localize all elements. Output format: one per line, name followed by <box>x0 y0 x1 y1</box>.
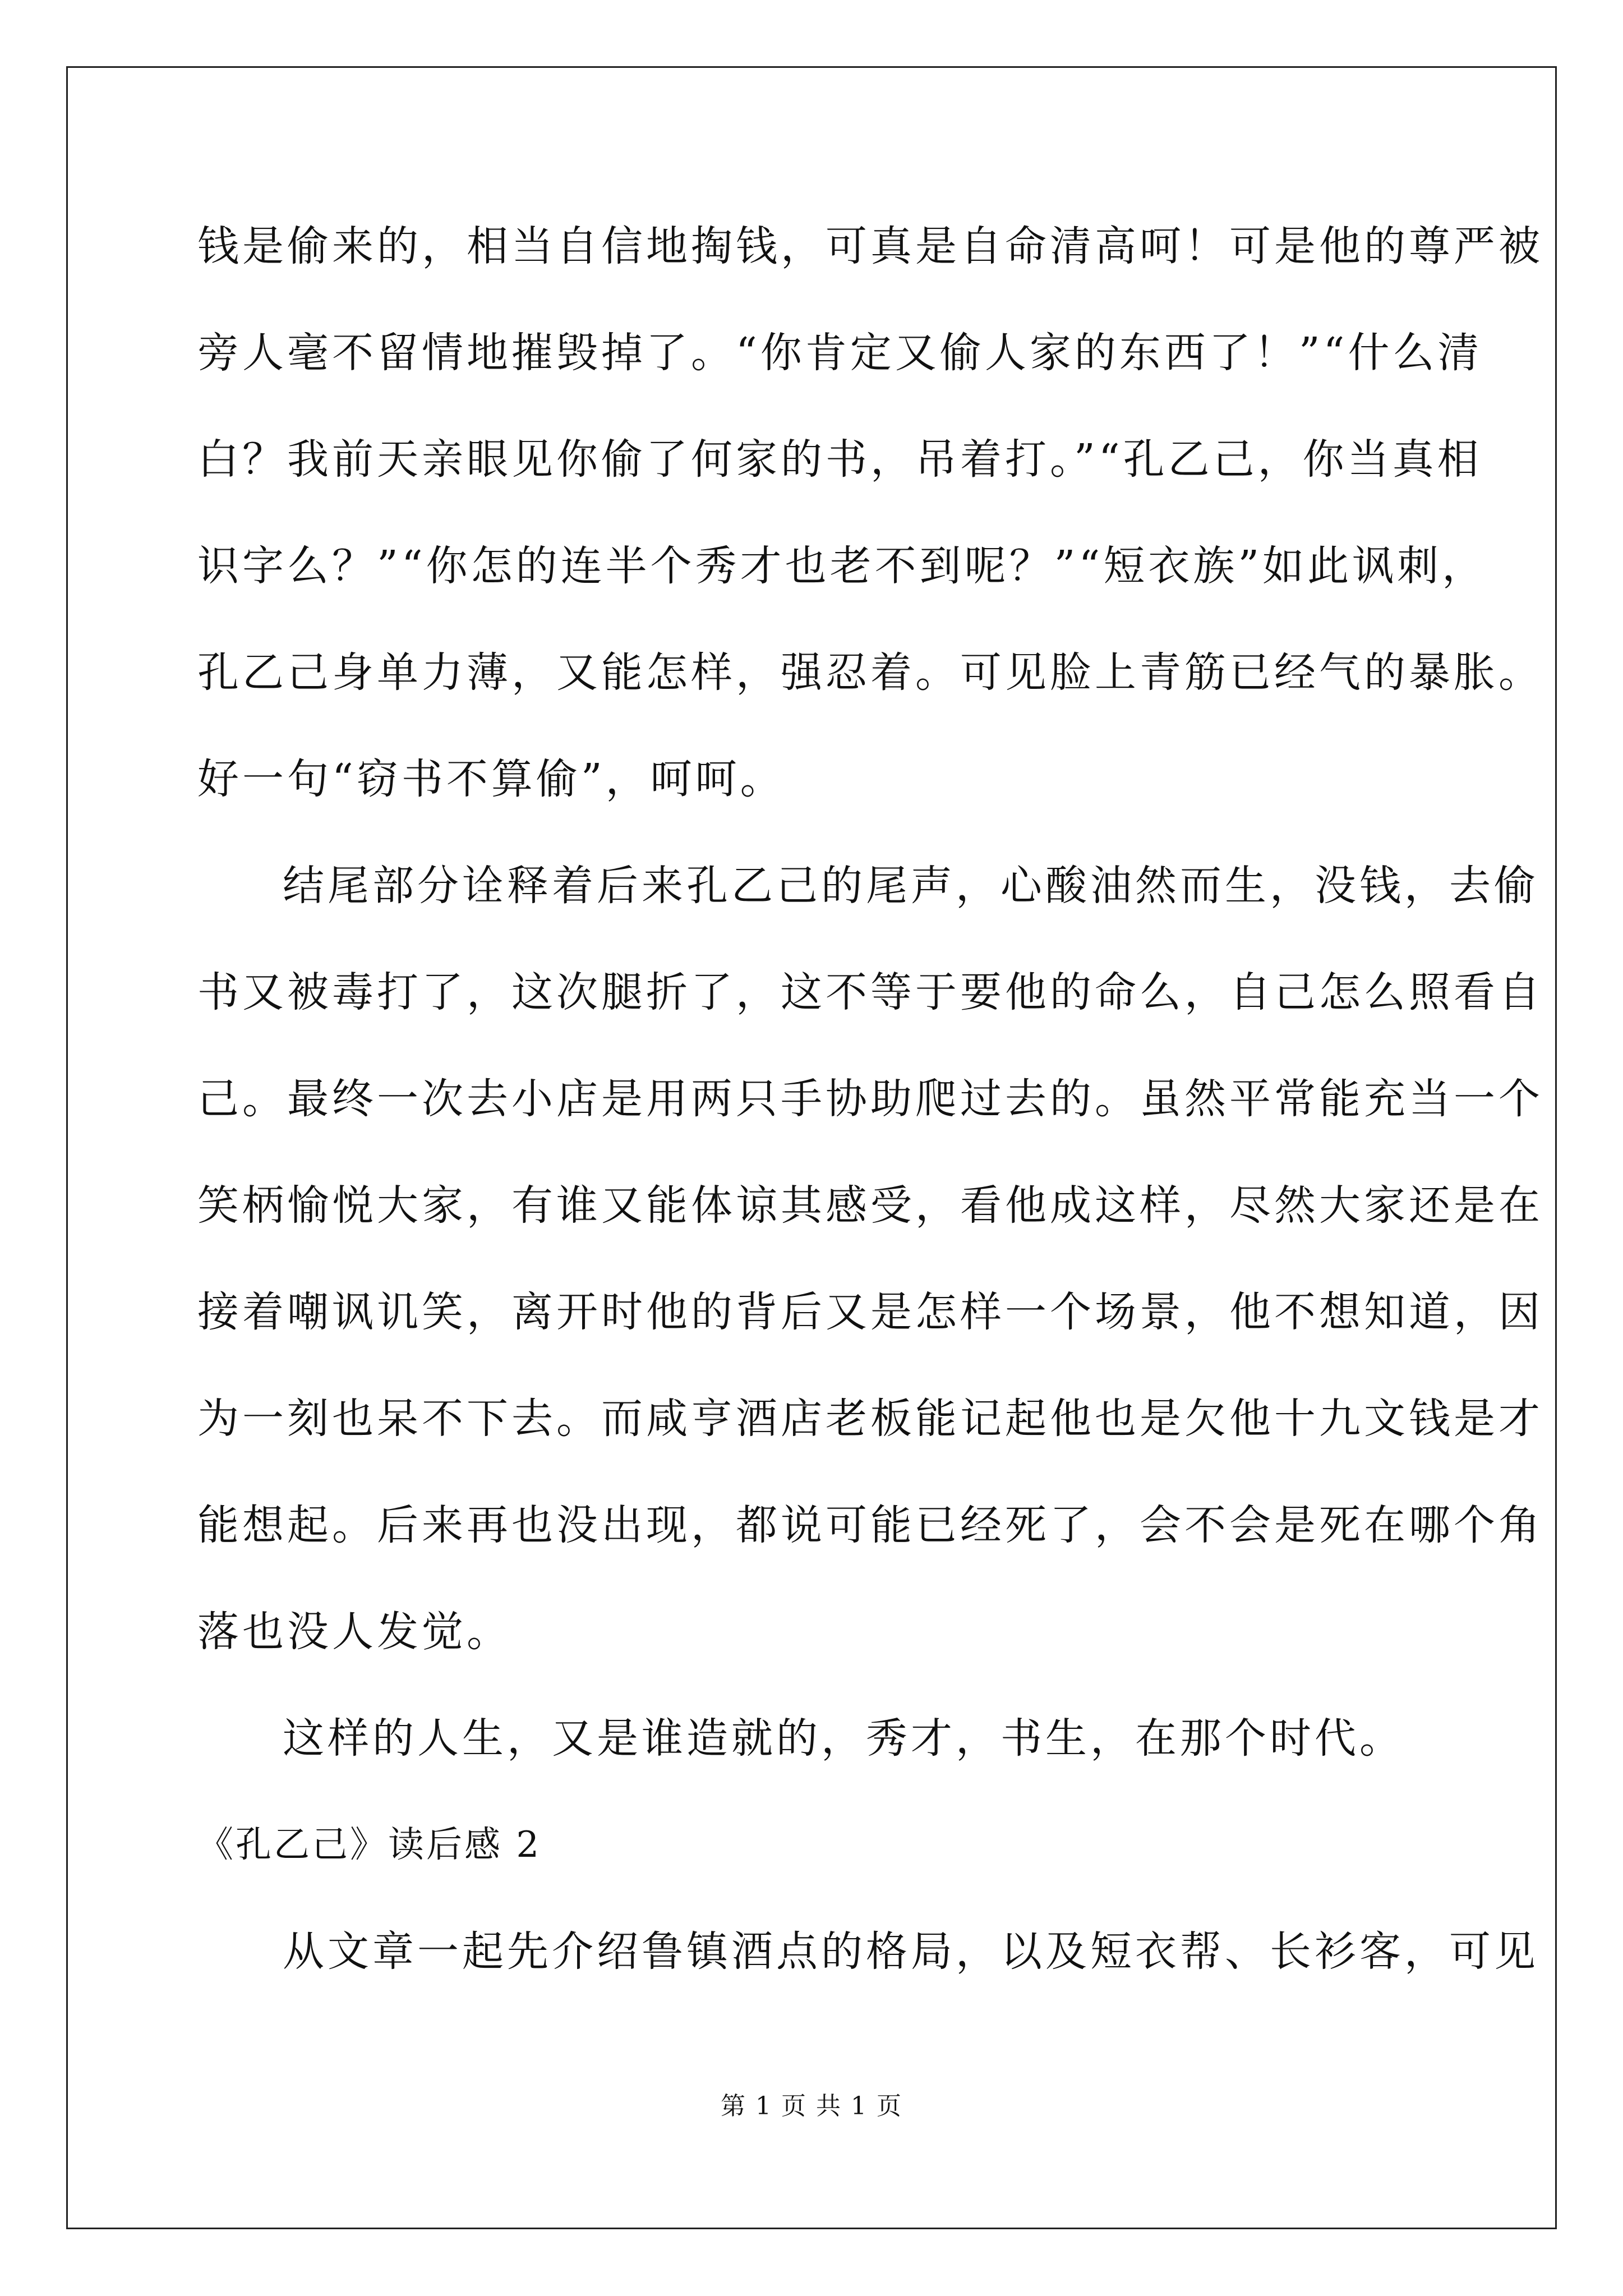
text-line: 白？我前天亲眼见你偷了何家的书，吊着打。”“孔乙己，你当真相 <box>197 435 1482 484</box>
text-line: 旁人毫不留情地摧毁掉了。“你肯定又偷人家的东西了！”“什么清 <box>197 329 1483 377</box>
section-heading: 《孔乙己》读后感 2 <box>197 1824 542 1866</box>
paragraph-first-line: 这样的人生，又是谁造就的，秀才，书生，在那个时代。 <box>283 1714 1404 1763</box>
paragraph-first-line: 结尾部分诠释着后来孔乙己的尾声，心酸油然而生，没钱，去偷 <box>283 862 1539 910</box>
text-line: 能想起。后来再也没出现，都说可能已经死了，会不会是死在哪个角 <box>197 1501 1543 1549</box>
paragraph-first-line: 从文章一起先介绍鲁镇酒点的格局，以及短衣帮、长衫客，可见 <box>283 1927 1539 1976</box>
text-line: 落也没人发觉。 <box>197 1608 511 1656</box>
text-line: 己。最终一次去小店是用两只手协助爬过去的。虽然平常能充当一个 <box>197 1075 1543 1123</box>
page-border <box>66 66 1557 2229</box>
text-line: 为一刻也呆不下去。而咸亨酒店老板能记起他也是欠他十九文钱是才 <box>197 1395 1543 1443</box>
text-line: 笑柄愉悦大家，有谁又能体谅其感受，看他成这样，尽然大家还是在 <box>197 1181 1543 1230</box>
text-line: 书又被毒打了，这次腿折了，这不等于要他的命么，自己怎么照看自 <box>197 968 1543 1016</box>
text-line: 钱是偷来的，相当自信地掏钱，可真是自命清高呵！可是他的尊严被 <box>197 222 1543 270</box>
text-line: 好一句“窃书不算偷”，呵呵。 <box>197 755 785 803</box>
text-line: 接着嘲讽讥笑，离开时他的背后又是怎样一个场景，他不想知道，因 <box>197 1288 1543 1336</box>
text-line: 识字么？”“你怎的连半个秀才也老不到呢？”“短衣族”如此讽刺， <box>197 542 1487 590</box>
text-line: 孔乙己身单力薄，又能怎样，强忍着。可见脸上青筋已经气的暴胀。 <box>197 648 1543 697</box>
page-number-footer: 第 1 页 共 1 页 <box>721 2092 902 2120</box>
